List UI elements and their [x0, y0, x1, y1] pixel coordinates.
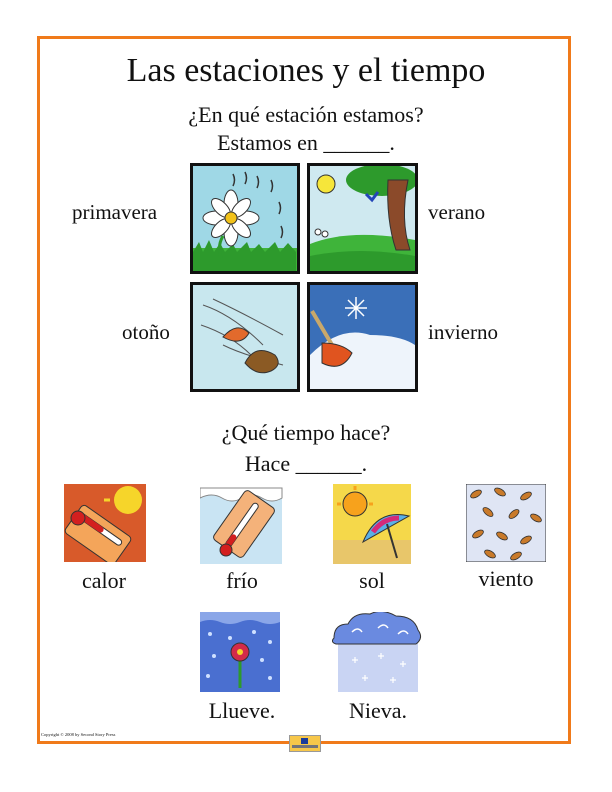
weather-label-nieva: Nieva.	[348, 698, 408, 723]
weather-label-calor: calor	[82, 568, 126, 593]
sun-umbrella-icon	[333, 484, 411, 564]
season-question: ¿En qué estación estamos?	[188, 102, 424, 127]
summer-tree-sun-icon	[307, 163, 418, 274]
copyright-notice: Copyright © 2008 by Second Story Press	[41, 732, 116, 737]
season-label-primavera: primavera	[72, 200, 158, 224]
season-label-verano: verano	[428, 200, 486, 224]
weather-label-frio: frío	[226, 568, 258, 593]
weather-label-llueve: Llueve.	[208, 698, 276, 723]
publisher-logo-icon	[289, 735, 321, 752]
rain-flower-icon	[200, 612, 280, 692]
page-title: Las estaciones y el tiempo	[126, 52, 486, 89]
snow-cloud-icon	[332, 612, 424, 692]
weather-question: ¿Qué tiempo hace?	[221, 420, 391, 445]
autumn-leaves-wind-icon	[190, 282, 300, 392]
weather-answer-prompt: Hace ______.	[244, 451, 368, 476]
winter-snow-icon	[307, 282, 418, 392]
season-label-invierno: invierno	[428, 320, 498, 344]
weather-label-sol: sol	[359, 568, 385, 593]
cold-thermometer-icon	[200, 484, 290, 564]
spring-daisy-rain-icon	[190, 163, 300, 274]
season-answer-prompt: Estamos en ______.	[217, 130, 395, 155]
hot-thermometer-icon	[64, 484, 146, 562]
weather-label-viento: viento	[478, 566, 534, 591]
season-label-otono: otoño	[122, 320, 170, 344]
windy-leaves-icon	[466, 484, 546, 562]
